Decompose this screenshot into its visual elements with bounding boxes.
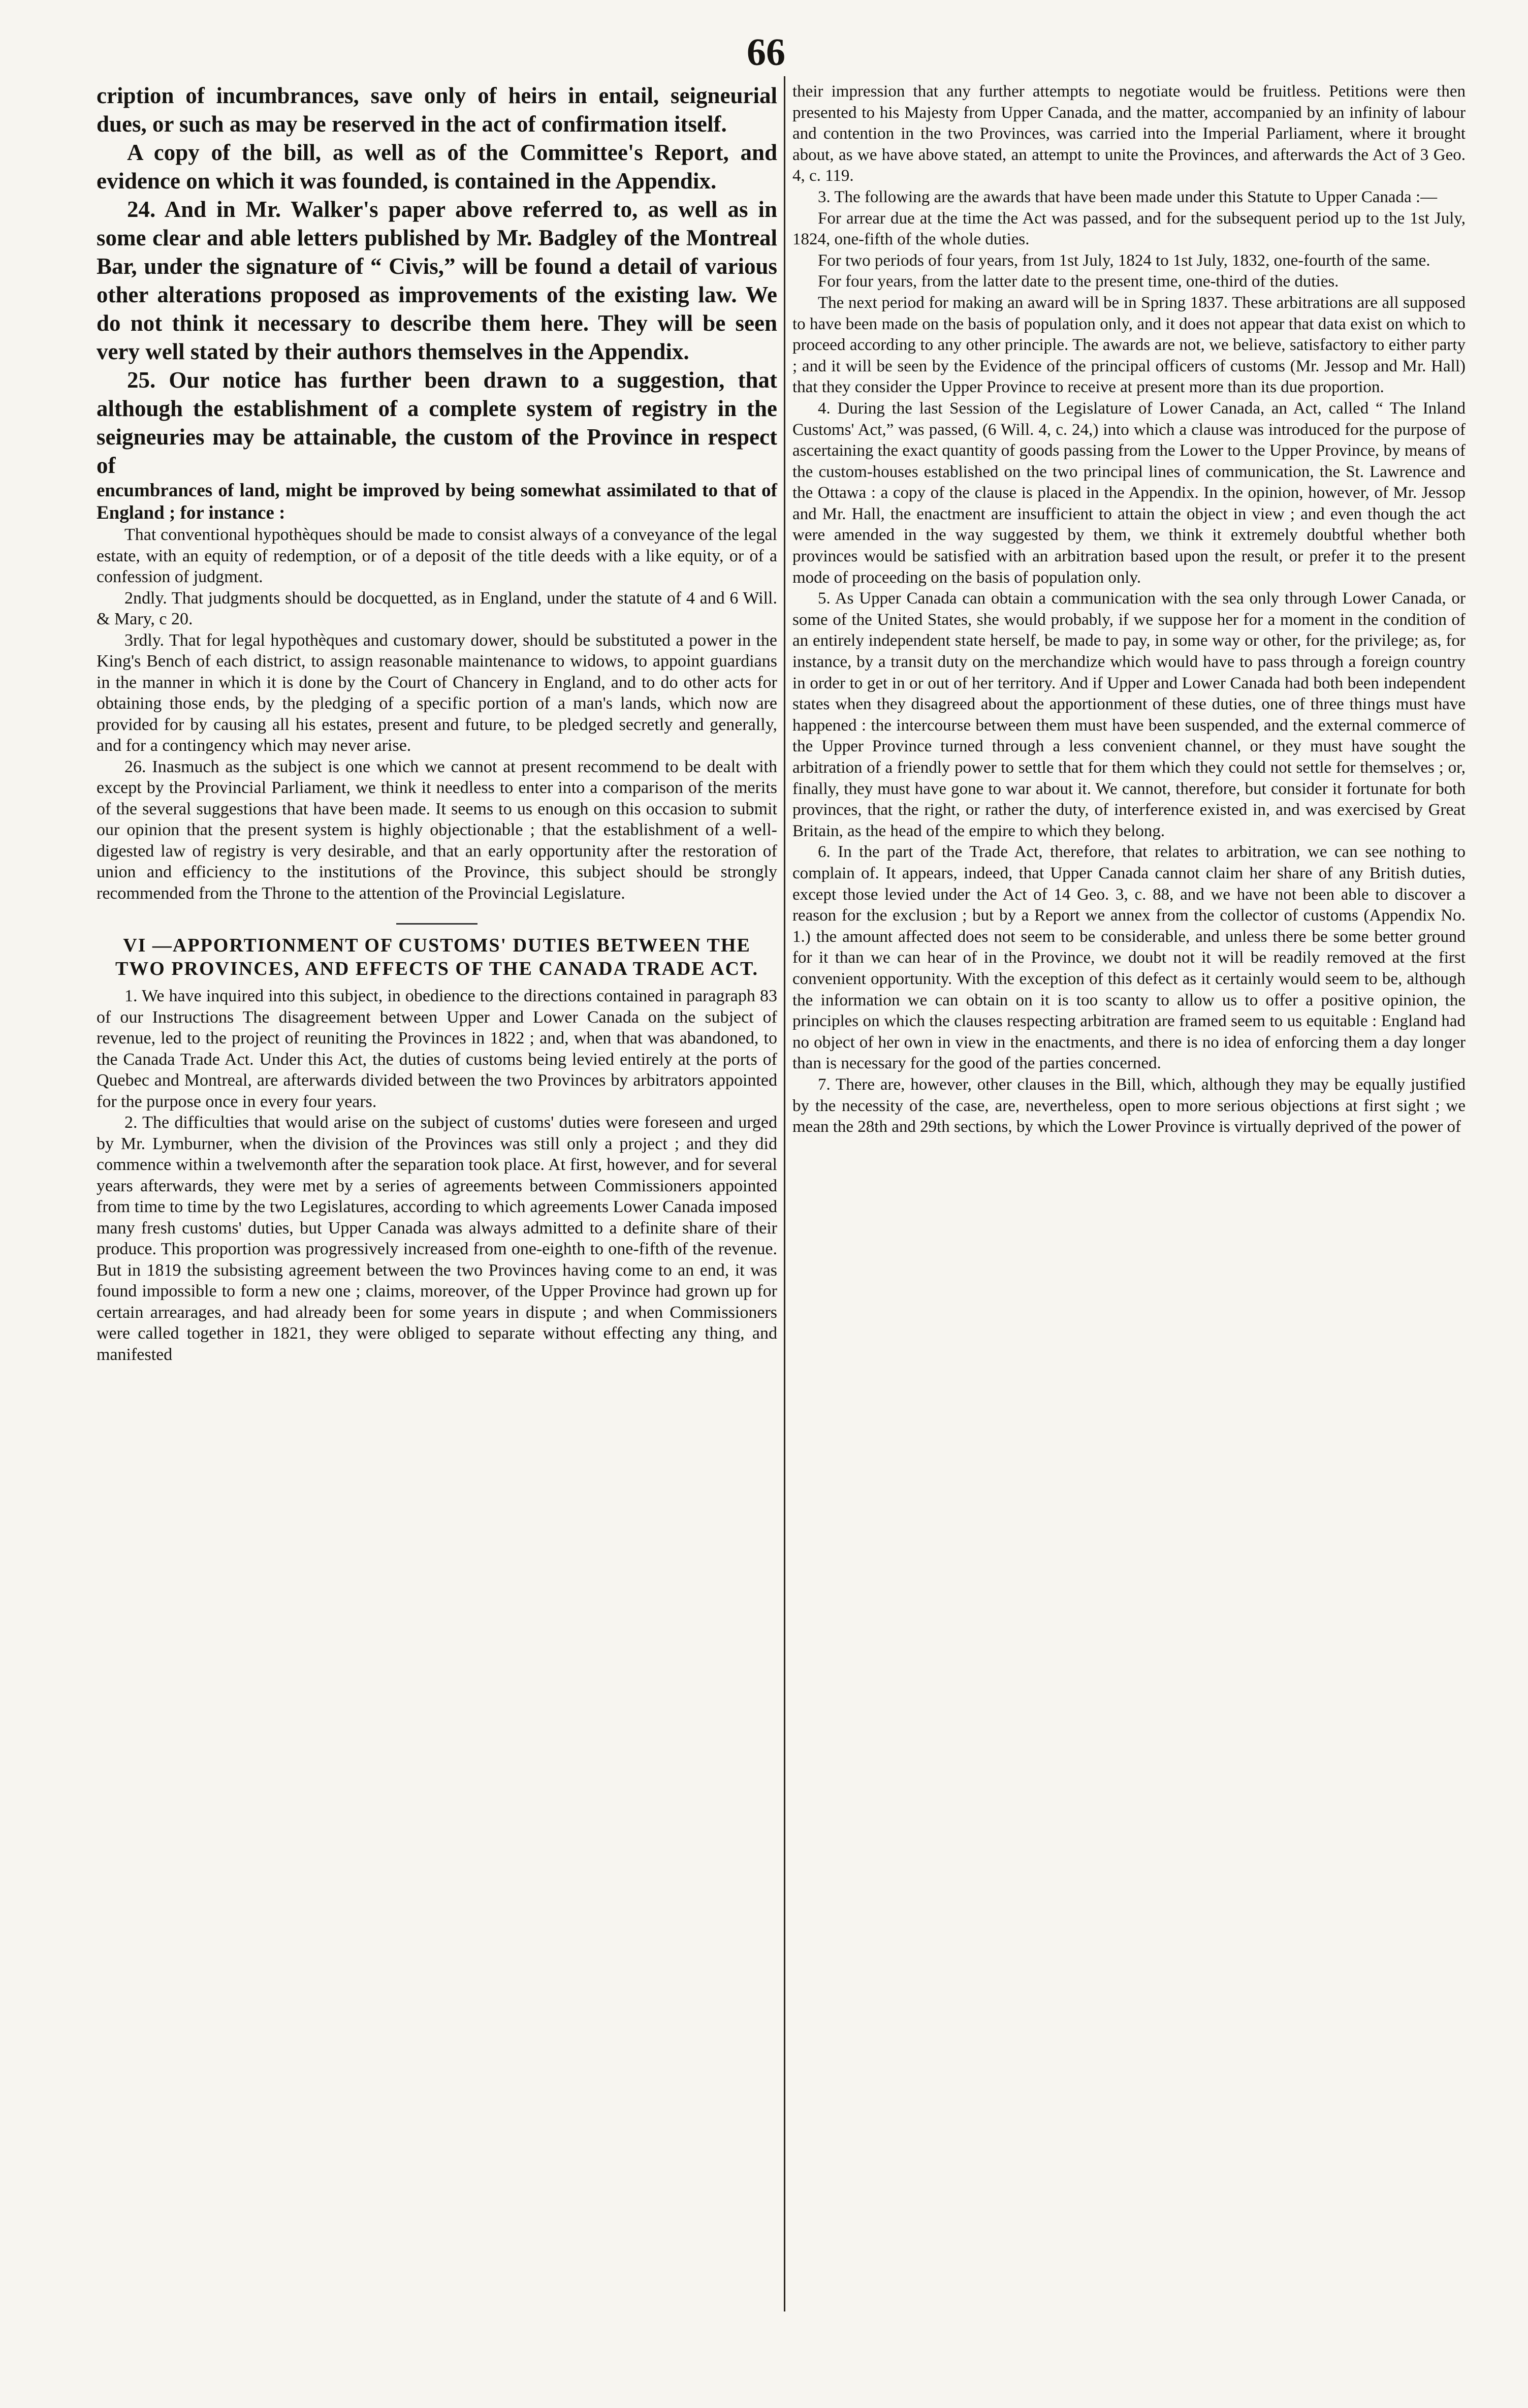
paragraph-24: 24. And in Mr. Walker's paper above referred to, as well as in some clear and able letters published by Mr. Badgley of the Montreal Bar, under the signature of “ Civis,” will be found a detail of various other alterations proposed as improvements of the existing law. We do not think it necessary to describe them here. They will be seen very well stated by their authors themselves in the Appendix. xyxy=(97,197,777,364)
paragraph-next-period: The next period for making an award will be in Spring 1837. These arbitrations are all supposed to have been made on the basis of population only, and it does not appear that data exist on which to proceed according to any other principle. The awards are not, we believe, satisfactory to either party ; and it will be seen by the Evidence of the principal officers of customs (Mr. Jessop and Mr. Hall) that they consider the Upper Province to receive at present more than its due proportion. xyxy=(792,293,1466,397)
section-rule xyxy=(396,923,478,925)
paragraph-25-continuation: encumbrances of land, might be improved by being somewhat assimilated to that of England ; for instance : xyxy=(97,480,777,523)
paragraph-5: 5. As Upper Canada can obtain a communication with the sea only through Lower Canada, or some of the United States, she would probably, if we suppose her for a moment in the condition of an entirely independent state herself, be made to pay, in some way or other, for the privilege; as, for instance, by a transit duty on the merchandize which would have to pass through a foreign country in order to get in or out of her territory. And if Upper and Lower Canada had both been independent states when they disagreed about the apportionment of these duties, one of three things must have happened : the intercourse between them must have been suspended, and the external commerce of the Upper Province turned through a less convenient channel, or they must have sought the arbitration of a friendly power to settle that for them which they could not settle for themselves ; or, finally, they must have gone to war about it. We cannot, therefore, but consider it fortunate for both provinces, that the right, or rather the duty, of interference existed in, and was exercised by Great Britain, as the head of the empire to which they belong. xyxy=(792,589,1466,840)
paragraph-3rdly: 3rdly. That for legal hypothèques and customary dower, should be substituted a power in the King's Bench of each district, to assign reasonable maintenance to widows, to appoint guardians in the manner in which it is done by the Court of Chancery in England, and to do other acts for obtaining those ends, by the pledging of a specific portion of a man's lands, which now are provided for by causing all his estates, present and future, to be pledged secretly and generally, and for a contingency which may never arise. xyxy=(97,630,777,755)
column-divider xyxy=(784,76,785,2311)
paragraph-continuation: cription of incumbrances, save only of heirs in entail, seigneurial dues, or such as may be reserved in the act of confirmation itself. xyxy=(97,83,777,137)
paragraph-hypotheques: That conventional hypothèques should be made to consist always of a conveyance of the legal estate, with an equity of redemption, or of a deposit of the title deeds with a like equity, or of a confession of judgment. xyxy=(97,525,777,586)
paragraph-25: 25. Our notice has further been drawn to a suggestion, that although the establishment of a complete system of registry in the seigneuries may be attainable, the custom of the Province in respect of xyxy=(97,367,777,478)
left-section-text xyxy=(97,986,777,1365)
paragraph-7: 7. There are, however, other clauses in the Bill, which, although they may be equally justified by the necessity of the case, are, nevertheless, open to more serious objections at first sight ; we mean the 28th and 29th sections, by which the Lower Province is virtually deprived of the power of xyxy=(792,1075,1466,1136)
left-mid-text xyxy=(97,480,777,524)
paragraph-appendix-note: A copy of the bill, as well as of the Committee's Report, and evidence on which it was founded, is contained in the Appendix. xyxy=(97,140,777,194)
left-column xyxy=(97,81,777,1365)
award-two-periods: For two periods of four years, from 1st July, 1824 to 1st July, 1832, one-fourth of the same. xyxy=(818,251,1430,270)
left-small-text xyxy=(97,524,777,904)
page-number: 66 xyxy=(747,31,785,74)
award-four-years: For four years, from the latter date to the present time, one-third of the duties. xyxy=(818,272,1339,291)
right-text xyxy=(792,81,1466,1138)
right-column xyxy=(792,81,1466,1138)
paragraph-6: 6. In the part of the Trade Act, therefore, that relates to arbitration, we can see nothing to complain of. It appears, indeed, that Upper Canada cannot claim her share of any British duties, except those levied under the Act of 14 Geo. 3, c. 88, and we have not been able to discover a reason for the exclusion ; but by a Report we annex from the collector of customs (Appendix No. 1.) the amount affected does not seem to be considerable, and unless there be some better ground for it than we can hear of in the Province, we doubt not it will be readily removed at the first convenient opportunity. With the exception of this defect as it certainly would seem to be, although the information we can obtain on it is too scanty to allow us to offer a positive opinion, the principles on which the clauses respecting arbitration are framed seem to us equitable : England had no object of her own in view in the enactments, and there is no idea of enforcing them a day longer than is necessary for the good of the parties concerned. xyxy=(792,843,1466,1073)
left-top-text xyxy=(97,81,777,480)
paragraph-2ndly: 2ndly. That judgments should be docquetted, as in England, under the statute of 4 and 6 Will. & Mary, c 20. xyxy=(97,588,777,628)
section-heading: VI —APPORTIONMENT OF CUSTOMS' DUTIES BETWEEN THE TWO PROVINCES, AND EFFECTS OF THE CANADA TRADE ACT. xyxy=(115,935,759,979)
section-paragraph-1: 1. We have inquired into this subject, in obedience to the directions contained in paragraph 83 of our Instructions The disagreement between Upper and Lower Canada on the subject of revenue, led to the project of reuniting the Provinces in 1822 ; and, when that was abandoned, to the Canada Trade Act. Under this Act, the duties of customs being levied entirely at the ports of Quebec and Montreal, are afterwards divided between the two Provinces by arbitrators appointed for the purpose once in every four years. xyxy=(97,987,777,1111)
paragraph-3: 3. The following are the awards that have been made under this Statute to Upper Canada :— xyxy=(818,187,1438,206)
right-paragraph-continuation: their impression that any further attempts to negotiate would be fruitless. Petitions were then presented to his Majesty from Upper Canada, and the matter, accompanied by an infinity of labour and contention in the two Provinces, was carried into the Imperial Parliament, where it brought about, as we have above stated, an attempt to unite the Provinces, and afterwards the Act of 3 Geo. 4, c. 119. xyxy=(792,82,1466,185)
paragraph-26: 26. Inasmuch as the subject is one which we cannot at present recommend to be dealt with except by the Provincial Parliament, we think it needless to enter into a comparison of the merits of the several suggestions that have been made. It seems to us enough on this occasion to submit our opinion that the present system is highly objectionable ; that the establishment of a well-digested law of registry is very desirable, and that an early opportunity after the restoration of union and efficiency to the institutions of the Province, this subject should be strongly recommended from the Throne to the attention of the Provincial Legislature. xyxy=(97,757,777,903)
section-paragraph-2: 2. The difficulties that would arise on the subject of customs' duties were foreseen and urged by Mr. Lymburner, when the division of the Provinces was still only a project ; and they did commence within a twelvemonth after the separation took place. At first, however, and for several years afterwards, they were met by a series of agreements between Commissioners appointed from time to time by the two Legislatures, according to which agreements Lower Canada imposed many fresh customs' duties, but Upper Canada was always admitted to a definite share of their produce. This proportion was progressively increased from one-eighth to one-fifth of the revenue. But in 1819 the subsisting agreement between the two Provinces having come to an end, it was found impossible to form a new one ; claims, moreover, of the Upper Province had grown up for certain arrearages, and had already been for some years in dispute ; and when Commissioners were called together in 1821, they were obliged to separate without effecting any thing, and manifested xyxy=(97,1113,777,1364)
paragraph-4: 4. During the last Session of the Legislature of Lower Canada, an Act, called “ The Inland Customs' Act,” was passed, (6 Will. 4, c. 24,) into which a clause was introduced for the purpose of ascertaining the exact quantity of goods passing from the Lower to the Upper Province, by means of the custom-houses established on the two principal lines of communication, the St. Lawrence and the Ottawa : a copy of the clause is placed in the Appendix. In the opinion, however, of Mr. Jessop and Mr. Hall, the enactment are insufficient to attain the object in view ; and even though the act were amended in the way suggested by them, we think it extremely doubtful whether both provinces would be satisfied with an arbitration based upon the result, or prefer it to the present mode of proceeding on the basis of population only. xyxy=(792,399,1466,587)
award-arrear: For arrear due at the time the Act was passed, and for the subsequent period up to the 1st July, 1824, one-fifth of the whole duties. xyxy=(792,209,1466,249)
